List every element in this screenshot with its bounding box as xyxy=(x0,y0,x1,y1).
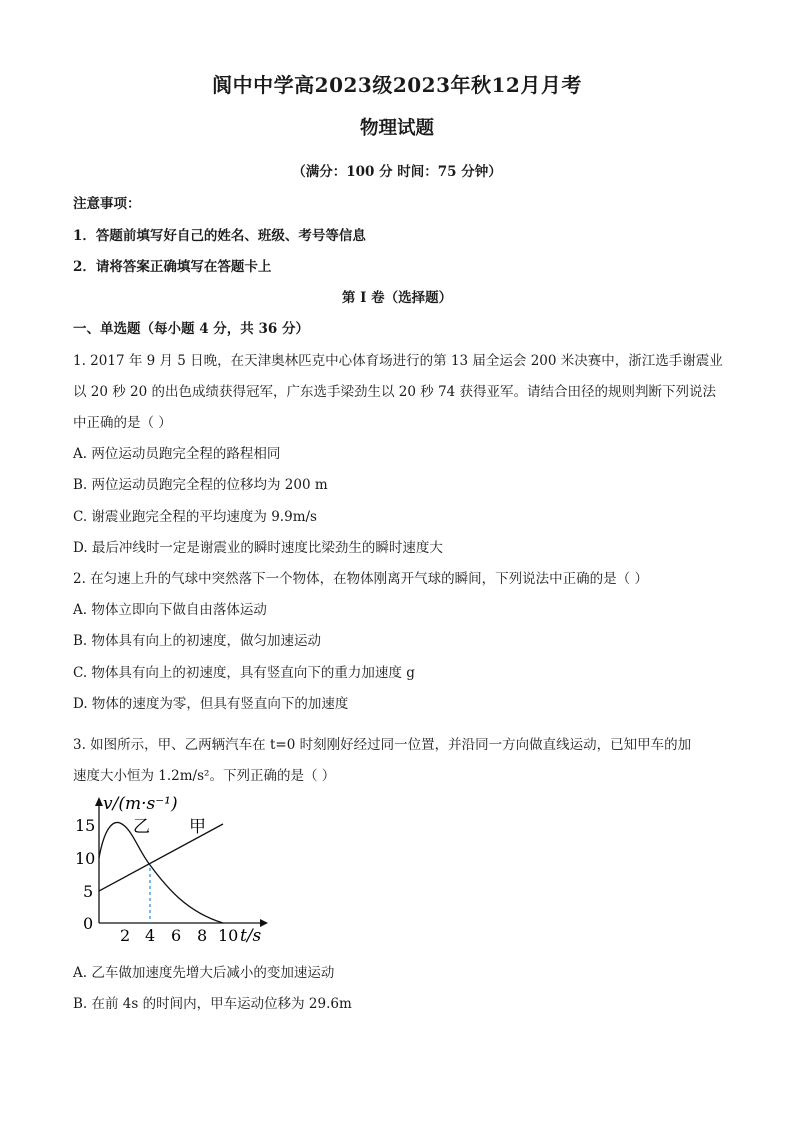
line-jia-label: 甲 xyxy=(189,817,206,837)
curve-yi-label: 乙 xyxy=(133,817,150,837)
x-tick-label: 4 xyxy=(145,926,156,945)
q2-option-d: D. 物体的速度为零，但具有竖直向下的加速度 xyxy=(73,696,349,712)
q1-option-b: B. 两位运动员跑完全程的位移均为 200 m xyxy=(73,477,328,493)
q3-option-a: A. 乙车做加速度先增大后减小的变加速运动 xyxy=(73,965,335,981)
x-tick-label: 8 xyxy=(197,926,208,945)
x-tick-label: 2 xyxy=(120,926,131,945)
section-title: 一、单选题（每小题 4 分，共 36 分） xyxy=(73,321,309,337)
q1-option-d: D. 最后冲线时一定是谢震业的瞬时速度比梁劲生的瞬时速度大 xyxy=(73,540,443,556)
y-tick-label: 15 xyxy=(75,816,96,835)
y-tick-label: 0 xyxy=(83,914,94,933)
q1-option-a: A. 两位运动员跑完全程的路程相同 xyxy=(73,446,281,462)
y-tick-label: 10 xyxy=(75,849,96,868)
x-tick-label: 10 xyxy=(218,926,239,945)
curve-yi xyxy=(99,822,223,923)
q2-option-a: A. 物体立即向下做自由落体运动 xyxy=(73,602,267,618)
question-1-line: 1. 2017 年 9 月 5 日晚，在天津奥林匹克中心体育场进行的第 13 届全运会 200 米决赛中，浙江选手谢震业 xyxy=(73,353,723,369)
y-axis-label: v/(m·s⁻¹) xyxy=(103,794,178,814)
notes-heading: 注意事项： xyxy=(73,196,141,212)
question-3-line: 3. 如图所示，甲、乙两辆汽车在 t=0 时刻刚好经过同一位置，并沿同一方向做直线运动，已知甲车的加 xyxy=(73,737,692,753)
x-tick-label: 6 xyxy=(171,926,182,945)
question-1-line: 中正确的是（ ） xyxy=(73,415,172,431)
velocity-time-graph xyxy=(72,790,272,950)
q2-option-b: B. 物体具有向上的初速度，做匀加速运动 xyxy=(73,633,322,649)
exam-title: 阆中中学高2023级2023年秋12月月考 xyxy=(212,73,582,97)
volume-title: 第 I 卷（选择题） xyxy=(341,290,453,306)
q3-option-b: B. 在前 4s 的时间内，甲车运动位移为 29.6m xyxy=(73,996,352,1012)
question-2-line: 2. 在匀速上升的气球中突然落下一个物体，在物体刚离开气球的瞬间，下列说法中正确的是（ ） xyxy=(73,571,648,587)
y-tick-label: 5 xyxy=(83,882,94,901)
q2-option-c: C. 物体具有向上的初速度，具有竖直向下的重力加速度 g xyxy=(73,665,415,681)
question-3-line: 速度大小恒为 1.2m/s²。下列正确的是（ ） xyxy=(73,768,336,784)
note-item: 2．请将答案正确填写在答题卡上 xyxy=(73,259,272,275)
question-1-line: 以 20 秒 20 的出色成绩获得冠军，广东选手梁劲生以 20 秒 74 获得亚军。请结合田径的规则判断下列说法 xyxy=(73,384,717,400)
y-axis-arrow xyxy=(95,797,103,806)
q1-option-c: C. 谢震业跑完全程的平均速度为 9.9m/s xyxy=(73,509,317,525)
x-axis-label: t/s xyxy=(240,926,262,946)
subject-title: 物理试题 xyxy=(359,118,434,139)
exam-meta: （满分：100 分 时间：75 分钟） xyxy=(292,164,502,180)
note-item: 1．答题前填写好自己的姓名、班级、考号等信息 xyxy=(73,228,366,244)
